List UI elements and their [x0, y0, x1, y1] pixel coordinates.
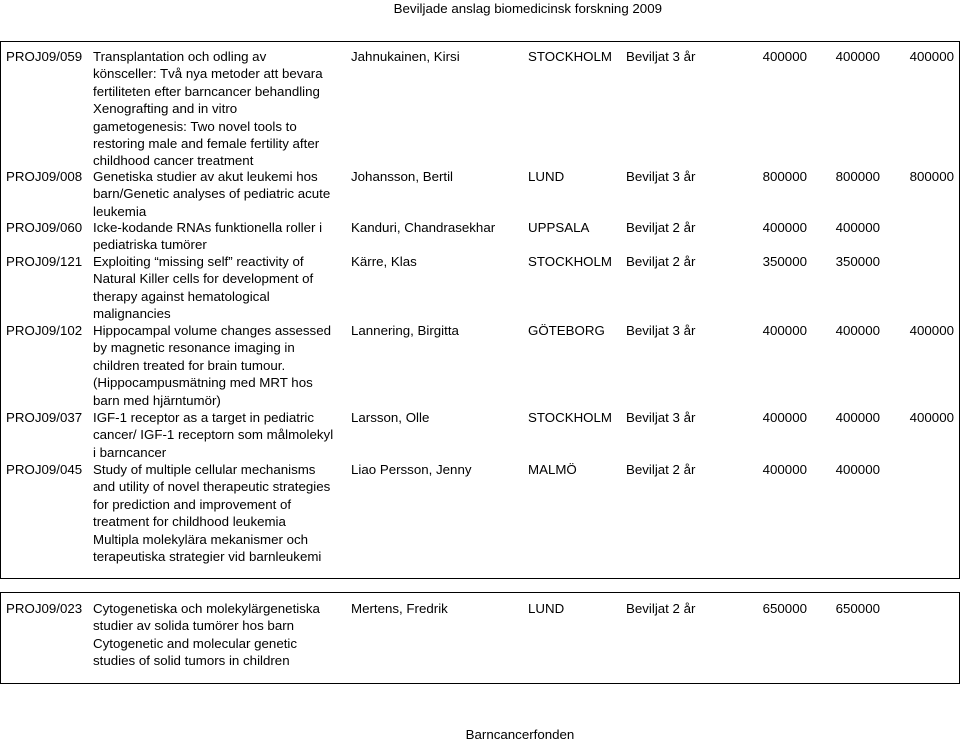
- amount-year-1: 650000: [762, 601, 807, 616]
- grant-status: Beviljat 2 år: [626, 601, 696, 616]
- grant-status: Beviljat 2 år: [626, 462, 696, 477]
- project-title-line: Natural Killer cells for development of: [93, 271, 314, 287]
- city: STOCKHOLM: [528, 410, 612, 425]
- project-title-line: studier av solida tumörer hos barn: [93, 618, 295, 634]
- project-title-line: Exploiting “missing self” reactivity of: [93, 254, 304, 269]
- applicant-name: Jahnukainen, Kirsi: [351, 49, 460, 64]
- project-title-line: barn/Genetic analyses of pediatric acute: [93, 186, 331, 202]
- project-title-line: Genetiska studier av akut leukemi hos: [93, 169, 318, 184]
- city: STOCKHOLM: [528, 254, 612, 269]
- grant-status: Beviljat 2 år: [626, 220, 696, 235]
- city: UPPSALA: [528, 220, 590, 235]
- applicant-name: Mertens, Fredrik: [351, 601, 448, 616]
- project-title-line: Multipla molekylära mekanismer och: [93, 531, 309, 547]
- city: LUND: [528, 169, 565, 184]
- page-footer: Barncancerfonden: [465, 727, 575, 742]
- amount-year-1: 400000: [762, 49, 807, 64]
- city: GÖTEBORG: [528, 323, 605, 338]
- project-title-line: therapy against hematological: [93, 288, 270, 304]
- project-title-line: Hippocampal volume changes assessed: [93, 323, 331, 338]
- grant-status: Beviljat 2 år: [626, 254, 696, 269]
- project-id: PROJ09/023: [6, 601, 83, 616]
- project-title-line: childhood cancer treatment: [93, 153, 254, 169]
- project-title-line: barn med hjärntumör): [93, 392, 221, 408]
- amount-year-1: 400000: [762, 220, 807, 235]
- city: MALMÖ: [528, 462, 577, 477]
- project-title: [93, 461, 353, 565]
- project-title-line: children treated for brain tumour.: [93, 357, 286, 373]
- grant-status: Beviljat 3 år: [626, 49, 696, 64]
- amount-year-1: 350000: [762, 254, 807, 269]
- amount-year-3: 400000: [909, 410, 954, 425]
- amount-year-1: 400000: [762, 410, 807, 425]
- city: STOCKHOLM: [528, 49, 612, 64]
- project-title: [93, 219, 353, 254]
- project-title: [93, 600, 353, 670]
- project-id: PROJ09/008: [6, 169, 83, 184]
- project-title-line: terapeutiska strategier vid barnleukemi: [93, 549, 322, 565]
- applicant-name: Lannering, Birgitta: [351, 323, 459, 338]
- project-title-line: and utility of novel therapeutic strategies: [93, 479, 331, 495]
- project-id: PROJ09/060: [6, 220, 83, 235]
- city: LUND: [528, 601, 565, 616]
- project-title-line: malignancies: [93, 306, 171, 322]
- project-id: PROJ09/121: [6, 254, 83, 269]
- page-header: Beviljade anslag biomedicinsk forskning 2009: [393, 1, 662, 16]
- project-title-line: Icke-kodande RNAs funktionella roller i: [93, 220, 323, 235]
- grants-table-continued: [0, 592, 960, 684]
- project-title-line: cancer/ IGF-1 receptorn som målmolekyl: [93, 427, 334, 443]
- project-title-line: i barncancer: [93, 444, 167, 460]
- applicant-name: Larsson, Olle: [351, 410, 430, 425]
- project-title: [93, 322, 353, 409]
- project-title-line: Study of multiple cellular mechanisms: [93, 462, 316, 477]
- project-title-line: leukemia: [93, 203, 147, 219]
- grant-status: Beviljat 3 år: [626, 410, 696, 425]
- applicant-name: Kärre, Klas: [351, 254, 417, 269]
- amount-year-2: 400000: [835, 323, 880, 338]
- amount-year-3: 400000: [909, 49, 954, 64]
- project-title: [93, 409, 353, 461]
- amount-year-2: 800000: [835, 169, 880, 184]
- project-id: PROJ09/102: [6, 323, 83, 338]
- grants-table: [0, 41, 960, 579]
- amount-year-2: 400000: [835, 462, 880, 477]
- amount-year-1: 400000: [762, 323, 807, 338]
- applicant-name: Kanduri, Chandrasekhar: [351, 220, 496, 235]
- grant-status: Beviljat 3 år: [626, 169, 696, 184]
- project-title-line: Cytogenetic and molecular genetic: [93, 635, 298, 651]
- project-id: PROJ09/045: [6, 462, 83, 477]
- project-title: [93, 48, 353, 170]
- project-title-line: Cytogenetiska och molekylärgenetiska: [93, 601, 320, 616]
- applicant-name: Liao Persson, Jenny: [351, 462, 472, 477]
- project-title-line: Xenografting and in vitro: [93, 101, 238, 117]
- amount-year-2: 650000: [835, 601, 880, 616]
- project-title-line: treatment for childhood leukemia: [93, 514, 286, 530]
- applicant-name: Johansson, Bertil: [351, 169, 453, 184]
- amount-year-3: 400000: [909, 323, 954, 338]
- amount-year-2: 350000: [835, 254, 880, 269]
- project-title-line: Transplantation och odling av: [93, 49, 267, 64]
- project-title-line: for prediction and improvement of: [93, 496, 292, 512]
- project-title-line: (Hippocampusmätning med MRT hos: [93, 375, 313, 391]
- project-title: [93, 168, 353, 220]
- project-id: PROJ09/037: [6, 410, 83, 425]
- project-title-line: studies of solid tumors in children: [93, 653, 290, 669]
- amount-year-2: 400000: [835, 49, 880, 64]
- project-title: [93, 253, 353, 323]
- amount-year-1: 400000: [762, 462, 807, 477]
- amount-year-3: 800000: [909, 169, 954, 184]
- amount-year-1: 800000: [762, 169, 807, 184]
- project-title-line: restoring male and female fertility after: [93, 136, 320, 152]
- project-id: PROJ09/059: [6, 49, 83, 64]
- amount-year-2: 400000: [835, 410, 880, 425]
- project-title-line: fertiliteten efter barncancer behandling: [93, 83, 320, 99]
- amount-year-2: 400000: [835, 220, 880, 235]
- project-title-line: IGF-1 receptor as a target in pediatric: [93, 410, 314, 425]
- project-title-line: könsceller: Två nya metoder att bevara: [93, 66, 323, 82]
- project-title-line: gametogenesis: Two novel tools to: [93, 118, 297, 134]
- grant-status: Beviljat 3 år: [626, 323, 696, 338]
- project-title-line: pediatriska tumörer: [93, 237, 207, 253]
- project-title-line: by magnetic resonance imaging in: [93, 340, 295, 356]
